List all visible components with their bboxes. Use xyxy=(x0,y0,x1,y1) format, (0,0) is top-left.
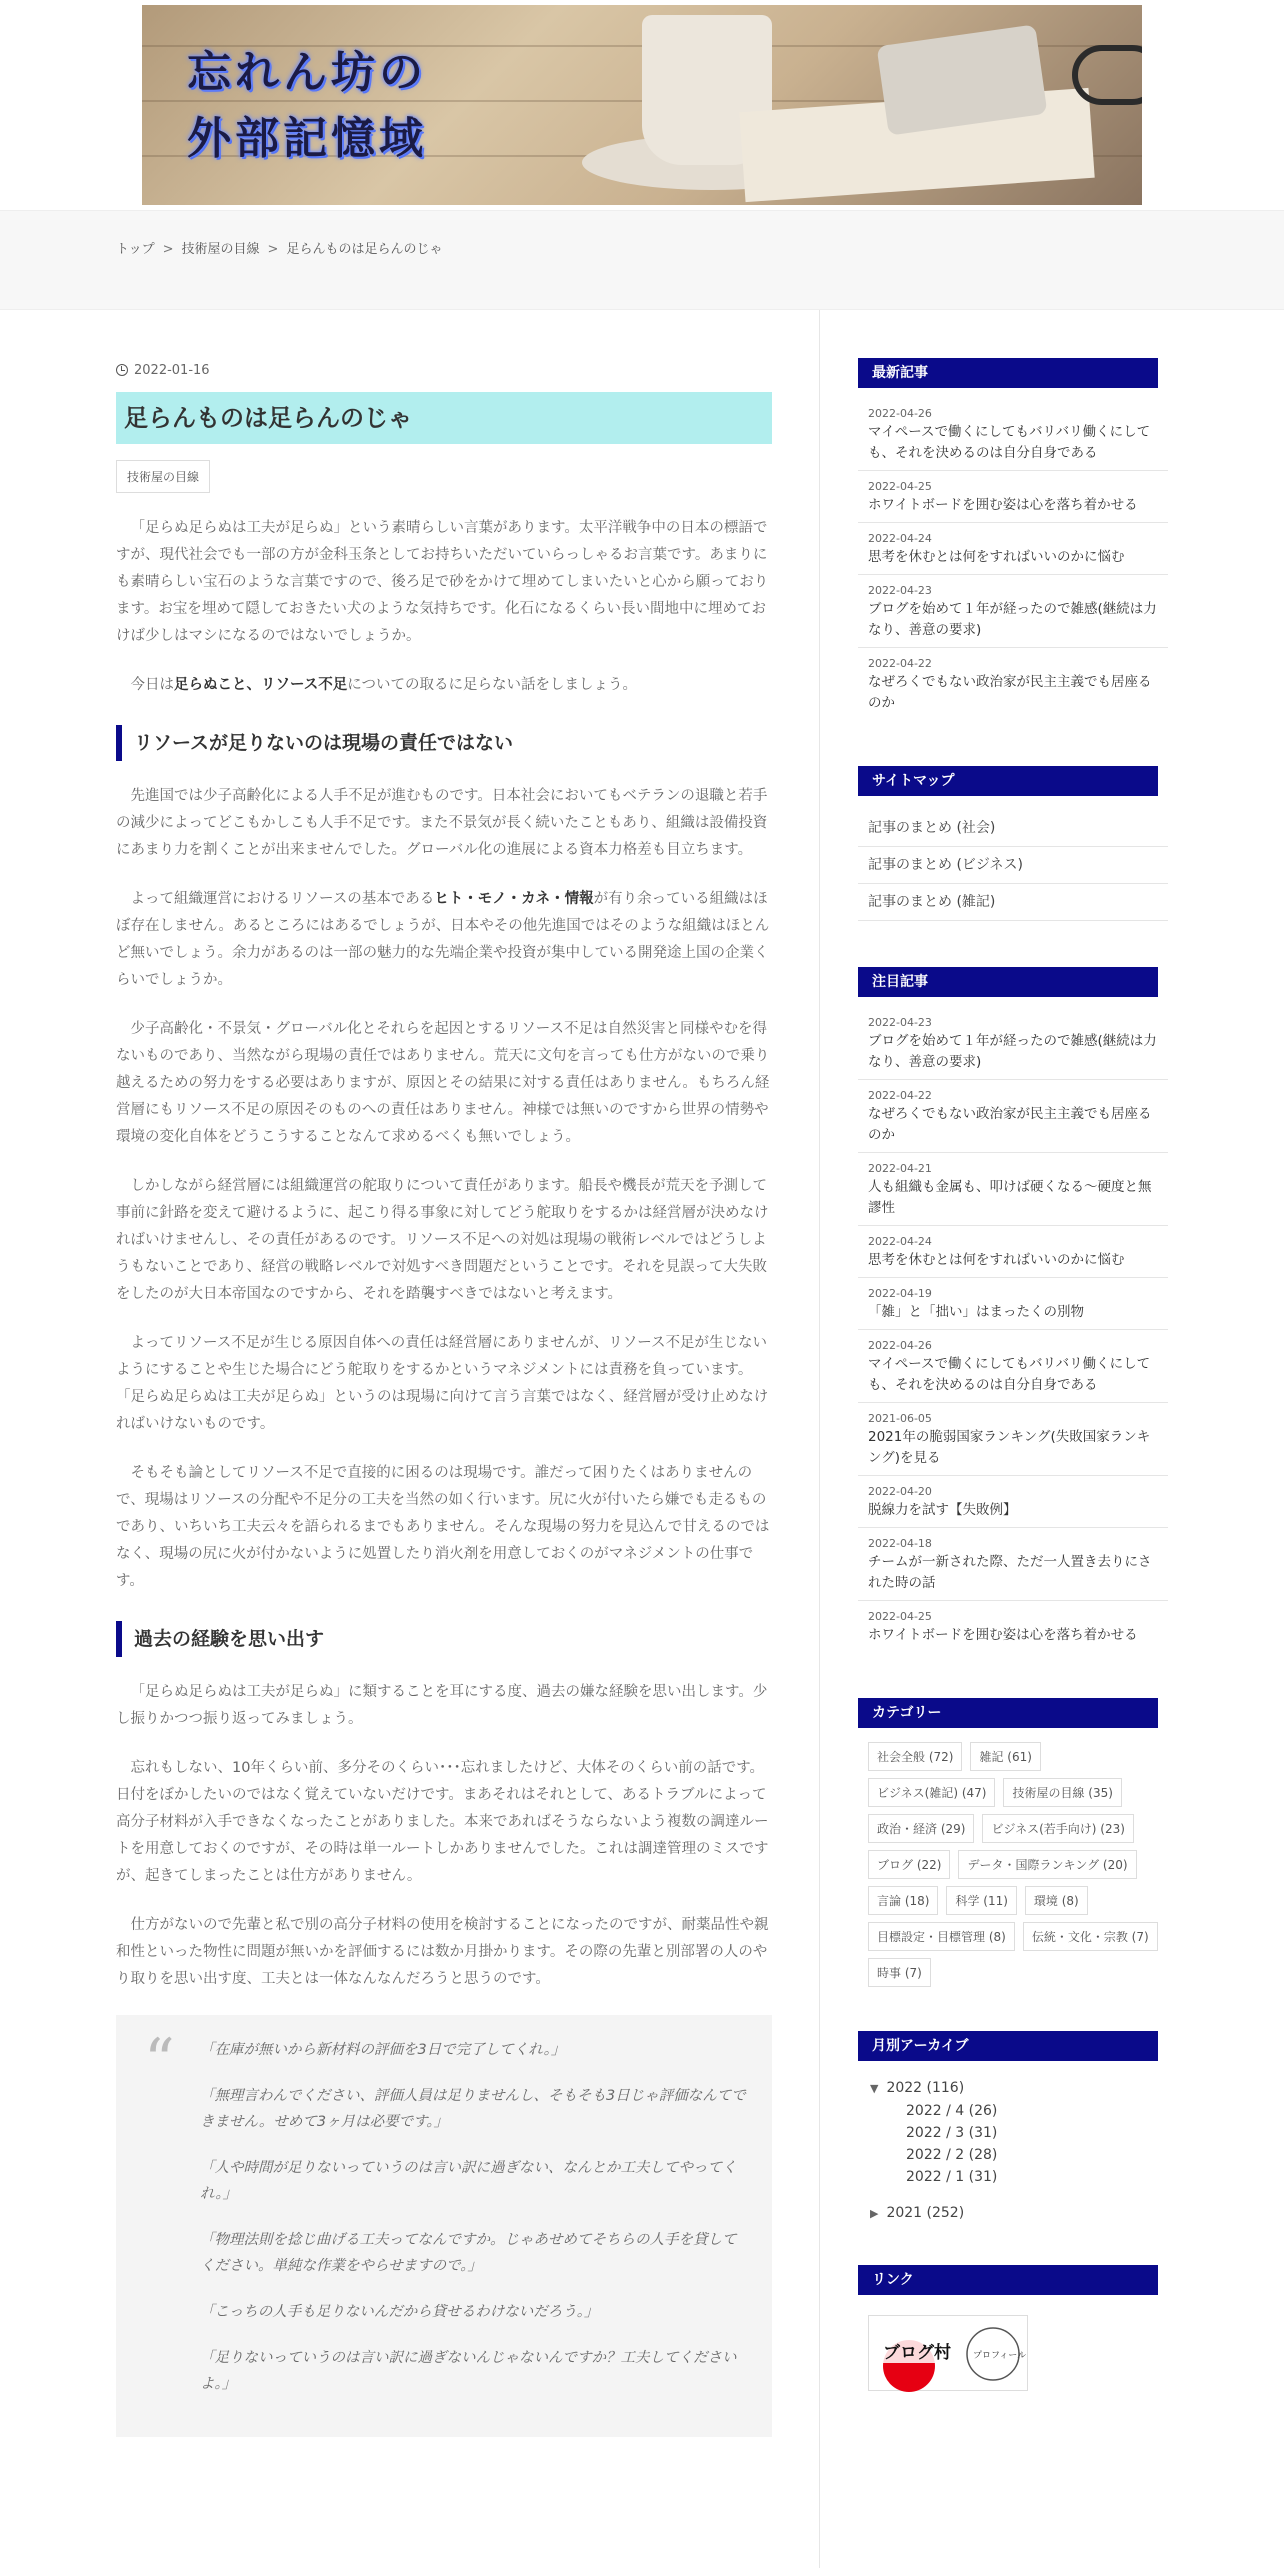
featured-entry[interactable] xyxy=(858,1080,1168,1153)
entry-date: 2022-04-22 xyxy=(868,1089,932,1102)
category-tag[interactable]: 社会全般 (72) xyxy=(868,1742,962,1771)
post-title: 足らんものは足らんのじゃ xyxy=(116,392,772,444)
entry-date: 2022-04-18 xyxy=(868,1537,932,1550)
sitemap-link[interactable]: 記事のまとめ (雑記) xyxy=(858,884,1168,921)
text: 今日は xyxy=(130,677,174,693)
featured-entry[interactable] xyxy=(858,1330,1168,1403)
featured-entry[interactable] xyxy=(858,1403,1168,1476)
blockquote xyxy=(116,2015,772,2437)
entry-title[interactable]: ブログを始めて１年が経ったので雑感(継続は力なり、善意の要求) xyxy=(868,1033,1157,1070)
entry-title[interactable]: チームが一新された際、ただ一人置き去りにされた時の話 xyxy=(868,1554,1152,1591)
breadcrumb-home[interactable]: トップ xyxy=(116,242,155,257)
category-tag[interactable]: 言論 (18) xyxy=(868,1886,938,1915)
entry-date: 2022-04-24 xyxy=(868,532,932,545)
site-title-line2: 外部記憶域 xyxy=(187,113,427,164)
featured-entry[interactable] xyxy=(858,1476,1168,1528)
archive-month[interactable]: 2022 / 4 (26) xyxy=(906,2103,998,2119)
breadcrumb-category[interactable]: 技術屋の目線 xyxy=(181,242,260,257)
archive-year-2021[interactable] xyxy=(870,2202,1156,2225)
paragraph: 少子高齢化・不景気・グローバル化とそれらを起因とするリソース不足は自然災害と同様やむを得ないものであり、当然ながら現場の責任ではありません。荒天に文句を言っても仕方がないので乗り越えるための努力をする必要はありますが、原因とその結果に対する責任はありません。もちろん経営層にもリソース不足の原因そのものへの責任はありません。神様では無いのですから世界の情勢や環境の変化自体をどうこうすることなんて求めるべくも無いでしょう。 xyxy=(116,1021,770,1145)
paragraph: 仕方がないので先輩と私で別の高分子材料の使用を検討することになったのですが、耐薬品性や親和性といった物性に問題が無いかを評価するには数か月掛かります。その際の先輩と別部署の人のやり取りを思い出す度、工夫とは一体なんなんだろうと思うのです。 xyxy=(116,1917,769,1987)
category-tag[interactable]: 雑記 (61) xyxy=(970,1742,1040,1771)
recent-entry[interactable] xyxy=(858,575,1168,648)
clock-icon xyxy=(116,364,128,376)
sitemap-link[interactable]: 記事のまとめ (社会) xyxy=(858,810,1168,847)
quote-line: 「物理法則を捻じ曲げる工夫ってなんですか。じゃあせめてそちらの人手を貸してください。単純な作業をやらせますので。」 xyxy=(200,2232,737,2274)
widget-title-category: カテゴリー xyxy=(858,1698,1158,1728)
category-list xyxy=(858,1728,1168,1987)
category-tag[interactable]: 政治・経済 (29) xyxy=(868,1814,974,1843)
triangle-right-icon[interactable]: ▶ xyxy=(870,2207,879,2220)
breadcrumb-current: 足らんものは足らんのじゃ xyxy=(286,242,443,257)
paragraph: 「足らぬ足らぬは工夫が足らぬ」に類することを耳にする度、過去の嫌な経験を思い出します。少し振りかつつ振り返ってみましょう。 xyxy=(116,1684,768,1727)
recent-entry[interactable] xyxy=(858,398,1168,471)
category-tag[interactable]: 環境 (8) xyxy=(1025,1886,1088,1915)
entry-date: 2021-06-05 xyxy=(868,1412,932,1425)
bold-text: 足らぬこと、リソース不足 xyxy=(174,677,348,693)
text: が有り余っている組織はほぼ存在しません。あるところにはあるでしょうが、日本やその他先進国ではそのような組織はほとんど無いでしょう。余力があるのは一部の魅力的な先端企業や投資が集中している開発途上国の企業くらいでしょうか。 xyxy=(116,891,770,988)
entry-title[interactable]: 人も組織も金属も、叩けば硬くなる～硬度と無謬性 xyxy=(868,1179,1152,1216)
category-tag[interactable]: ブログ (22) xyxy=(868,1850,950,1879)
paragraph: 「足らぬ足らぬは工夫が足らぬ」という素晴らしい言葉があります。太平洋戦争中の日本の標語ですが、現代社会でも一部の方が金科玉条としてお持ちいただいていらっしゃるお言葉です。あまりにも素晴らしい宝石のような言葉ですので、後ろ足で砂をかけて埋めてしまいたいと心から願っております。お宝を埋めて隠しておきたい犬のような気持ちです。化石になるくらい長い間地中に埋めておけば少しはマシになるのではないでしょうか。 xyxy=(116,520,769,644)
site-title-line1: 忘れん坊の xyxy=(187,47,427,98)
site-title[interactable] xyxy=(187,40,427,172)
glasses-image xyxy=(1072,45,1142,105)
breadcrumb xyxy=(116,238,450,257)
entry-title[interactable]: なぜろくでもない政治家が民主主義でも居座るのか xyxy=(868,1106,1152,1143)
archive-year-label[interactable]: 2022 (116) xyxy=(886,2080,965,2096)
entry-title[interactable]: なぜろくでもない政治家が民主主義でも居座るのか xyxy=(868,674,1152,711)
featured-entry[interactable] xyxy=(858,1528,1168,1601)
paragraph xyxy=(116,672,772,699)
archive-month[interactable]: 2022 / 1 (31) xyxy=(906,2169,998,2185)
featured-entry[interactable] xyxy=(858,1278,1168,1330)
post-category-tag[interactable]: 技術屋の目線 xyxy=(116,460,210,493)
post-date xyxy=(116,360,772,380)
category-tag[interactable]: ビジネス(雑記) (47) xyxy=(868,1778,995,1807)
entry-date: 2022-04-21 xyxy=(868,1162,932,1175)
entry-date: 2022-04-25 xyxy=(868,480,932,493)
paragraph xyxy=(116,886,772,994)
entry-title[interactable]: ブログを始めて１年が経ったので雑感(継続は力なり、善意の要求) xyxy=(868,601,1157,638)
entry-date: 2022-04-24 xyxy=(868,1235,932,1248)
entry-date: 2022-04-25 xyxy=(868,1610,932,1623)
quote-line: 「こっちの人手も足りないんだから貸せるわけないだろう。」 xyxy=(200,2304,599,2320)
text: についての取るに足らない話をしましょう。 xyxy=(347,677,637,693)
paragraph: 忘れもしない、10年くらい前、多分そのくらい･･･忘れましたけど、大体そのくらい前の話です。日付をぼかしたいのではなく覚えていないだけです。まあそれはそれとして、あるトラブルによって高分子材料が入手できなくなったことがありました。本来であればそうならないよう複数の調達ルートを用意しておくのですが、その時は単一ルートしかありませんでした。これは調達管理のミスですが、起きてしまったことは仕方がありません。 xyxy=(116,1760,769,1884)
recent-entry[interactable] xyxy=(858,471,1168,523)
profile-label: プロフィール xyxy=(973,2351,1027,2361)
entry-date: 2022-04-22 xyxy=(868,657,932,670)
featured-entry[interactable] xyxy=(858,1007,1168,1080)
header-banner[interactable] xyxy=(142,5,1142,205)
entry-date: 2022-04-23 xyxy=(868,1016,932,1029)
entry-title[interactable]: 脱線力を試す【失敗例】 xyxy=(868,1502,1017,1518)
site-header xyxy=(0,0,1284,210)
paragraph: 先進国では少子高齢化による人手不足が進むものです。日本社会においてもベテランの退職と若手の減少によってどこもかしこも人手不足です。また不景気が長く続いたこともあり、組織は設備投資にあまり力を割くことが出来ませんでした。グローバル化の進展による資本力格差も目立ちます。 xyxy=(116,788,768,858)
category-tag[interactable]: ビジネス(若手向け) (23) xyxy=(982,1814,1133,1843)
archive-year-2022[interactable] xyxy=(870,2077,1156,2100)
text: よって組織運営におけるリソースの基本である xyxy=(130,891,435,907)
entry-title[interactable]: マイペースで働くにしてもバリバリ働くにしても、それを決めるのは自分自身である xyxy=(868,1356,1151,1393)
featured-entry[interactable] xyxy=(858,1226,1168,1278)
archive-list xyxy=(858,2061,1168,2225)
entry-title[interactable]: マイペースで働くにしてもバリバリ働くにしても、それを決めるのは自分自身である xyxy=(868,424,1151,461)
entry-title[interactable]: 思考を休むとは何をすればいいのかに悩む xyxy=(868,549,1125,565)
entry-title[interactable]: 2021年の脆弱国家ランキング(失敗国家ランキング)を見る xyxy=(868,1429,1151,1466)
section-heading: 過去の経験を思い出す xyxy=(116,1621,772,1657)
quote-line: 「人や時間が足りないっていうのは言い訳に過ぎない、なんとか工夫してやってくれ。」 xyxy=(200,2160,737,2202)
widget-title-archive: 月別アーカイブ xyxy=(858,2031,1158,2061)
entry-title[interactable]: ホワイトボードを囲む姿は心を落ち着かせる xyxy=(868,1627,1138,1643)
entry-title[interactable]: 思考を休むとは何をすればいいのかに悩む xyxy=(868,1252,1125,1268)
post-date-text: 2022-01-16 xyxy=(134,362,210,378)
category-tag[interactable]: データ・国際ランキング (20) xyxy=(958,1850,1136,1879)
archive-year-label[interactable]: 2021 (252) xyxy=(886,2205,965,2221)
paragraph: しかしながら経営層には組織運営の舵取りについて責任があります。船長や機長が荒天を予測して事前に針路を変えて避けるように、起こり得る事象に対してどう舵取りをするかは経営層が決めなければいけませんし、その責任があるのです。リソース不足への対処は現場の戦術レベルではどうしようもないことであり、経営の戦略レベルで対処すべき問題だということです。それを見誤って大失敗をしたのが大日本帝国なのですから、それを踏襲すべきではないと考えます。 xyxy=(116,1178,769,1302)
breadcrumb-bar xyxy=(0,210,1284,310)
widget-title-link: リンク xyxy=(858,2265,1158,2295)
category-tag[interactable]: 目標設定・目標管理 (8) xyxy=(868,1922,1015,1951)
section-heading: リソースが足りないのは現場の責任ではない xyxy=(116,725,772,761)
paragraph: よってリソース不足が生じる原因自体への責任は経営層にありませんが、リソース不足が生じないようにすることや生じた場合にどう舵取りをするかというマネジメントには責務を負っています。「足らぬ足らぬは工夫が足らぬ」というのは現場に向けて言う言葉ではなく、経営層が受け止めなければいけないものです。 xyxy=(116,1335,769,1432)
quote-line: 「足りないっていうのは言い訳に過ぎないんじゃないんですか？工夫してくださいよ。」 xyxy=(200,2350,737,2392)
sitemap-link[interactable]: 記事のまとめ (ビジネス) xyxy=(858,847,1168,884)
widget-title-featured: 注目記事 xyxy=(858,967,1158,997)
widget-title-sitemap: サイトマップ xyxy=(858,766,1158,796)
featured-entry[interactable] xyxy=(858,1153,1168,1226)
category-tag[interactable]: 時事 (7) xyxy=(868,1958,931,1987)
triangle-down-icon[interactable]: ▼ xyxy=(870,2082,879,2095)
quote-mark-icon: “ xyxy=(144,2026,175,2096)
sidebar xyxy=(858,358,1168,2391)
article xyxy=(116,360,772,2437)
entry-title[interactable]: ホワイトボードを囲む姿は心を落ち着かせる xyxy=(868,497,1138,513)
entry-date: 2022-04-26 xyxy=(868,407,932,420)
quote-line: 「在庫が無いから新材料の評価を3日で完了してくれ。」 xyxy=(200,2042,566,2058)
paragraph: そもそも論としてリソース不足で直接的に困るのは現場です。誰だって困りたくはありませんので、現場はリソースの分配や不足分の工夫を当然の如く行います。尻に火が付いたら嫌でも走るものであり、いちいち工夫云々を語られるまでもありません。そんな現場の努力を見込んで甘えるのではなく、現場の尻に火が付かないように処置したり消火剤を用意しておくのがマネジメントの仕事です。 xyxy=(116,1465,770,1589)
category-tag[interactable]: 技術屋の目線 (35) xyxy=(1003,1778,1121,1807)
category-tag[interactable]: 科学 (11) xyxy=(946,1886,1016,1915)
quote-line: 「無理言わんでください、評価人員は足りませんし、そもそも3日じゃ評価なんてできません。せめて3ヶ月は必要です。」 xyxy=(200,2088,746,2130)
entry-date: 2022-04-20 xyxy=(868,1485,932,1498)
widget-title-recent: 最新記事 xyxy=(858,358,1158,388)
bold-text: ヒト・モノ・カネ・情報 xyxy=(434,891,594,907)
featured-entry[interactable] xyxy=(858,1601,1168,1652)
recent-entry[interactable] xyxy=(858,523,1168,575)
recent-entry[interactable] xyxy=(858,648,1168,720)
entry-date: 2022-04-19 xyxy=(868,1287,932,1300)
archive-month[interactable]: 2022 / 3 (31) xyxy=(906,2125,998,2141)
blogmura-logo-text: ブログ村 xyxy=(881,2338,953,2363)
breadcrumb-separator: > xyxy=(162,242,174,257)
breadcrumb-separator: > xyxy=(267,242,279,257)
category-tag[interactable]: 伝統・文化・宗教 (7) xyxy=(1023,1922,1158,1951)
entry-date: 2022-04-26 xyxy=(868,1339,932,1352)
archive-month[interactable]: 2022 / 2 (28) xyxy=(906,2147,998,2163)
blogmura-banner[interactable] xyxy=(868,2315,1028,2391)
entry-title[interactable]: 「雑」と「拙い」はまったくの別物 xyxy=(868,1304,1084,1320)
column-divider xyxy=(819,310,820,2568)
entry-date: 2022-04-23 xyxy=(868,584,932,597)
